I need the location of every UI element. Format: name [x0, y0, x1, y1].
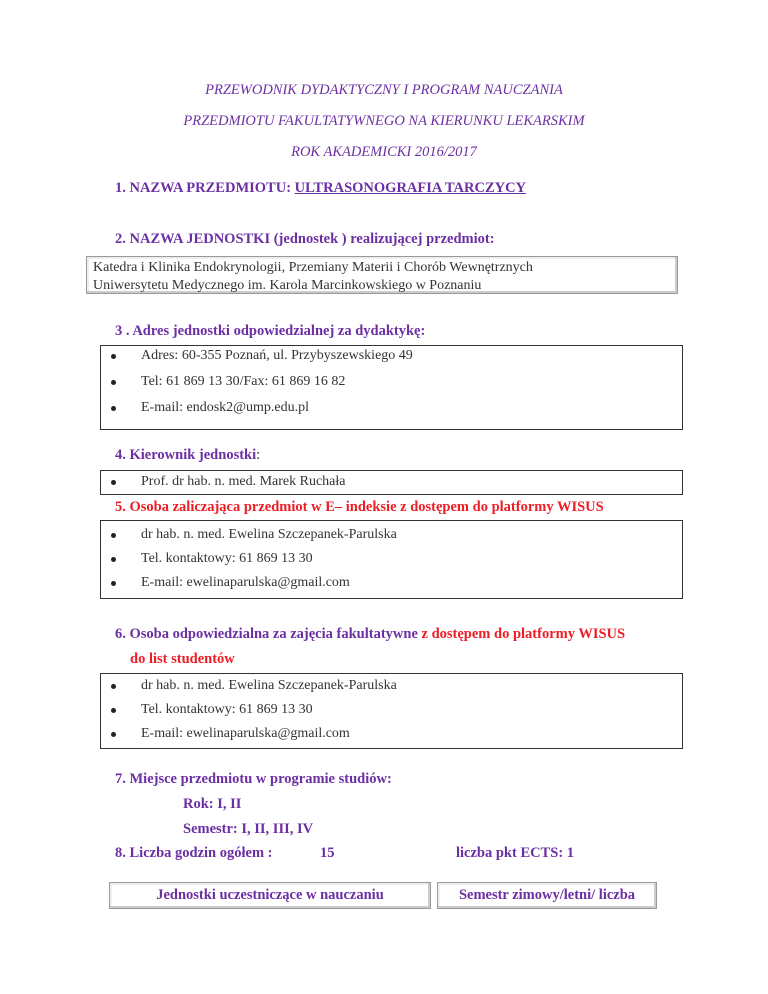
bullet-icon [111, 406, 116, 411]
header-line-1: PRZEWODNIK DYDAKTYCZNY I PROGRAM NAUCZANIA [205, 82, 563, 98]
bullet-icon [111, 380, 116, 385]
study-year: Rok: I, II [183, 796, 242, 812]
bullet-icon [111, 732, 116, 737]
department-box [86, 256, 678, 294]
coordinator-email: E-mail: ewelinaparulska@gmail.com [141, 726, 350, 741]
section-4-colon: : [256, 447, 261, 463]
examiner-box [100, 520, 683, 599]
address-text: Adres: 60-355 Poznań, ul. Przybyszewskiego 49 [141, 348, 413, 363]
section-6-label: 6. Osoba odpowiedzialna za zajęcia fakultatywne [115, 626, 418, 642]
examiner-email: E-mail: ewelinaparulska@gmail.com [141, 575, 350, 590]
bullet-icon [111, 581, 116, 586]
course-name: ULTRASONOGRAFIA TARCZYCY [294, 180, 527, 196]
department-line-2: Uniwersytetu Medycznego im. Karola Marcinkowskiego w Poznaniu [93, 278, 482, 293]
header-line-2: PRZEDMIOTU FAKULTATYWNEGO NA KIERUNKU LEKARSKIM [183, 113, 585, 129]
bullet-icon [111, 708, 116, 713]
email-text: E-mail: endosk2@ump.edu.pl [141, 400, 310, 415]
bullet-icon [111, 684, 116, 689]
head-name: Prof. dr hab. n. med. Marek Ruchała [141, 474, 346, 489]
header-line-3: ROK AKADEMICKI 2016/2017 [291, 144, 477, 160]
bullet-icon [111, 354, 116, 359]
section-6-heading [115, 626, 625, 643]
table-header-units: Jednostki uczestniczące w nauczaniu [109, 882, 431, 909]
ects-points: liczba pkt ECTS: 1 [456, 845, 575, 861]
bullet-icon [111, 557, 116, 562]
table-header-semester: Semestr zimowy/letni/ liczba [437, 882, 657, 909]
phone-text: Tel: 61 869 13 30/Fax: 61 869 16 82 [141, 374, 346, 389]
section-1-label: 1. NAZWA PRZEDMIOTU: [115, 180, 295, 196]
section-2-heading: 2. NAZWA JEDNOSTKI (jednostek ) realizującej przedmiot: [115, 231, 495, 247]
section-4-heading [115, 447, 260, 464]
section-8-heading: 8. Liczba godzin ogółem : [115, 845, 273, 861]
address-box [100, 345, 683, 430]
section-1-heading [115, 180, 526, 197]
examiner-name: dr hab. n. med. Ewelina Szczepanek-Parulska [141, 527, 397, 542]
section-6-label-red: z dostępem do platformy WISUS [417, 626, 626, 642]
section-6-heading-line-2: do list studentów [130, 651, 235, 667]
coordinator-phone: Tel. kontaktowy: 61 869 13 30 [141, 702, 313, 717]
section-5-heading: 5. Osoba zaliczająca przedmiot w E– indeksie z dostępem do platformy WISUS [115, 499, 604, 515]
coordinator-box [100, 673, 683, 749]
bullet-icon [111, 480, 116, 485]
coordinator-name: dr hab. n. med. Ewelina Szczepanek-Parulska [141, 678, 397, 693]
total-hours: 15 [320, 845, 335, 861]
section-7-heading: 7. Miejsce przedmiotu w programie studiów: [115, 771, 392, 787]
section-4-label: 4. Kierownik jednostki [115, 447, 257, 463]
department-line-1: Katedra i Klinika Endokrynologii, Przemiany Materii i Chorób Wewnętrznych [93, 260, 533, 275]
study-semester: Semestr: I, II, III, IV [183, 821, 314, 837]
bullet-icon [111, 533, 116, 538]
section-3-heading: 3 . Adres jednostki odpowiedzialnej za dydaktykę: [115, 323, 426, 339]
examiner-phone: Tel. kontaktowy: 61 869 13 30 [141, 551, 313, 566]
head-box [100, 470, 683, 495]
